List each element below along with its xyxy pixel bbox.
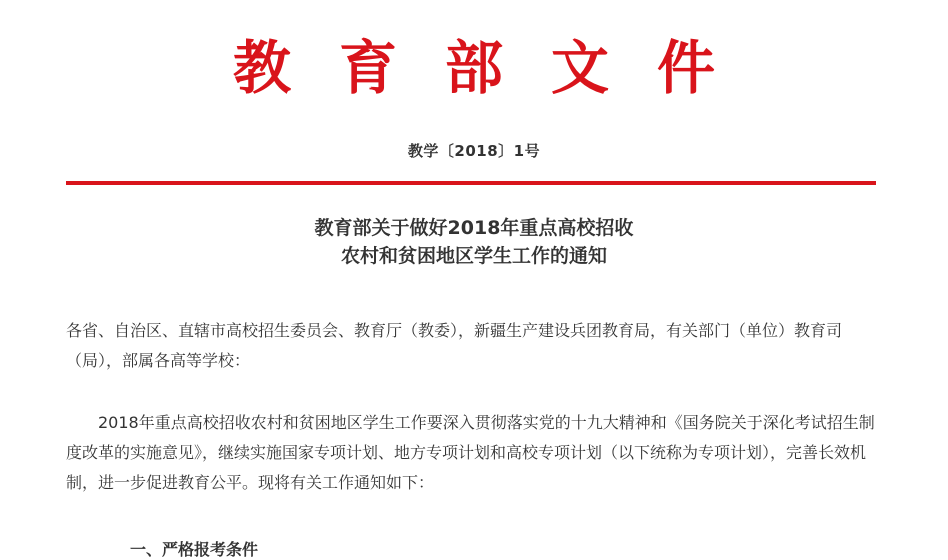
section-heading: 一、严格报考条件 xyxy=(130,540,259,559)
addressee-paragraph: 各省、自治区、直辖市高校招生委员会、教育厅（教委），新疆生产建设兵团教育局，有关部门（单位）教育司（局），部属各高等学校： xyxy=(66,321,843,370)
title-line-1: 教育部关于做好2018年重点高校招收 xyxy=(314,217,634,239)
document-title xyxy=(0,214,948,270)
document-masthead: 教育部文件 xyxy=(232,34,763,102)
body-paragraph-1: 2018年重点高校招收农村和贫困地区学生工作要深入贯彻落实党的十九大精神和《国务院关于深化考试招生制度改革的实施意见》，继续实施国家专项计划、地方专项计划和高校专项计划（以下统称为专项计划），完善长效机制，进一步促进教育公平。现将有关工作通知如下： xyxy=(66,413,875,492)
red-divider-rule xyxy=(66,181,876,185)
document-number: 教学〔2018〕1号 xyxy=(407,142,541,160)
title-line-2: 农村和贫困地区学生工作的通知 xyxy=(340,245,607,267)
